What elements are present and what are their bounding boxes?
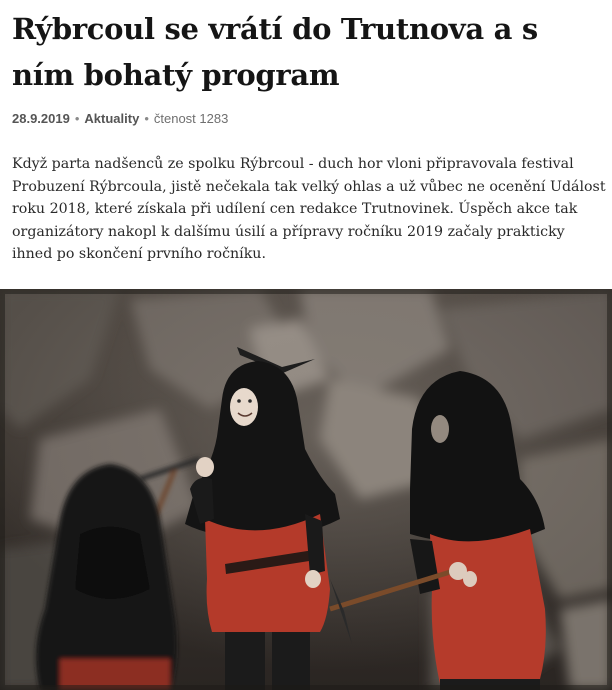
article-meta xyxy=(12,110,602,128)
meta-separator: • xyxy=(144,111,149,126)
article-title: Rýbrcoul se vrátí do Trutnova a s ním bohatý program xyxy=(12,12,538,92)
article-photo[interactable] xyxy=(0,289,612,690)
category-link[interactable]: Aktuality xyxy=(84,111,140,126)
meta-separator: • xyxy=(74,111,80,126)
publish-date: 28.9.2019 xyxy=(12,111,70,126)
article-lead: Když parta nadšenců ze spolku Rýbrcoul - duch hor vloni připravovala festival Probuzení Rýbrcoula, jistě nečekala tak velký ohlas a už vůbec ne ocenění Událost roku 2018, které získala při udílení cen redakce Trutnovinek. Úspěch akce tak organizátory nakopl k dalšímu úsilí a přípravy ročníku 2019 začaly prakticky ihned po skončení prvního ročníku. xyxy=(12,156,606,263)
view-count: čtenost 1283 xyxy=(153,111,229,126)
